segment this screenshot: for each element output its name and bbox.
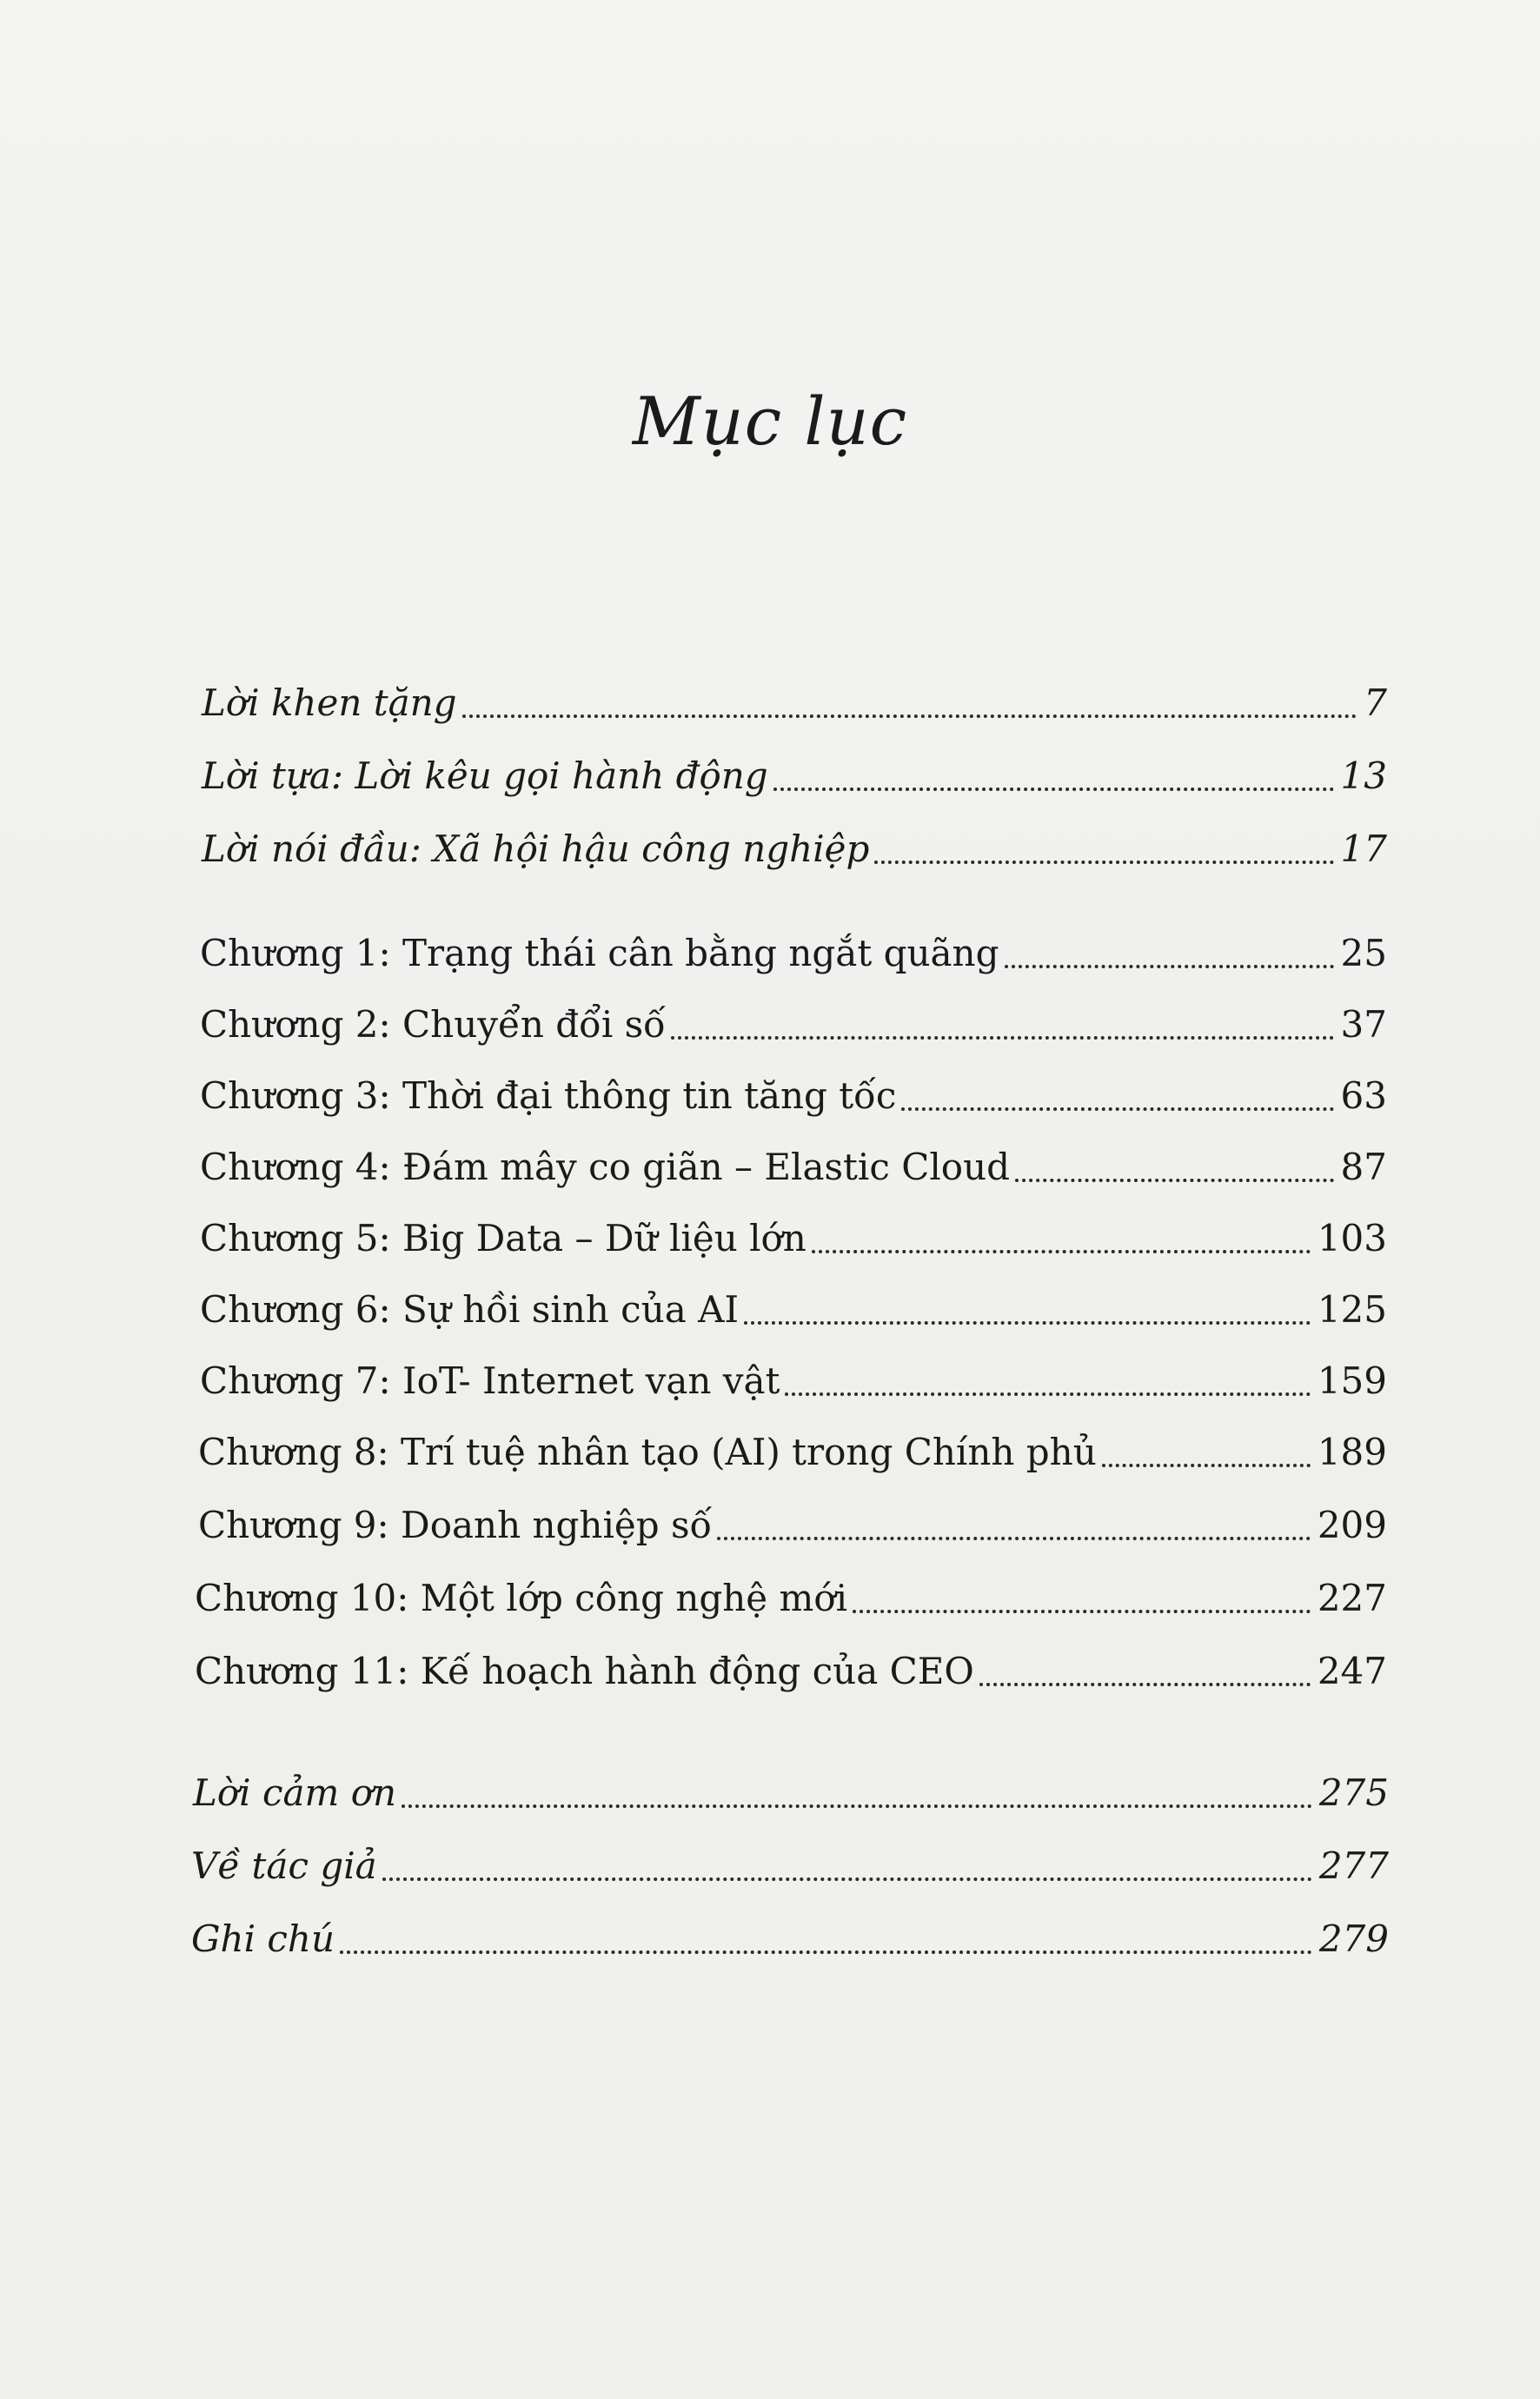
toc-entry-label: Chương 11: Kế hoạch hành động của CEO <box>195 1650 974 1692</box>
toc-chapter-entry <box>200 1276 1387 1331</box>
dot-leader <box>717 1537 1311 1540</box>
toc-entry-page: 227 <box>1317 1577 1387 1619</box>
dot-leader <box>812 1250 1311 1253</box>
toc-entry-page: 87 <box>1340 1146 1387 1188</box>
dot-leader <box>1015 1179 1334 1182</box>
dot-leader <box>1005 965 1334 968</box>
page-title: Mục lục <box>632 382 908 460</box>
toc-entry-page: 25 <box>1340 932 1387 974</box>
toc-entry-page: 103 <box>1317 1217 1387 1259</box>
toc-entry-label: Chương 8: Trí tuệ nhân tạo (AI) trong Chính phủ <box>198 1431 1097 1473</box>
toc-entry-label: Lời cảm ơn <box>193 1771 397 1814</box>
toc-chapter-entry <box>198 1419 1387 1471</box>
toc-entry-label: Chương 7: IoT- Internet vạn vật <box>200 1359 780 1402</box>
toc-entry-page: 63 <box>1340 1074 1387 1117</box>
toc-chapter-entry <box>200 1133 1387 1186</box>
toc-entry-label: Chương 1: Trạng thái cân bằng ngắt quãng <box>200 932 999 974</box>
toc-entry-page: 189 <box>1317 1431 1387 1473</box>
toc-entry-page: 37 <box>1340 1003 1387 1046</box>
dot-leader <box>874 861 1333 864</box>
toc-entry-label: Chương 6: Sự hồi sinh của AI <box>200 1288 740 1331</box>
toc-entry-label: Chương 4: Đám mây co giãn – Elastic Cloud <box>200 1146 1011 1188</box>
toc-chapter-entry <box>200 991 1387 1046</box>
toc-entry <box>202 815 1387 870</box>
toc-entry-label: Chương 2: Chuyển đổi số <box>200 1003 666 1046</box>
toc-chapter-entry <box>200 1205 1387 1257</box>
dot-leader <box>901 1107 1333 1111</box>
toc-entry-page: 279 <box>1318 1917 1389 1960</box>
toc-entry-page: 247 <box>1317 1650 1387 1692</box>
toc-entry <box>202 742 1387 797</box>
toc-entry-label: Ghi chú <box>191 1917 335 1960</box>
dot-leader <box>1102 1464 1311 1467</box>
dot-leader <box>340 1950 1312 1954</box>
dot-leader <box>744 1321 1311 1325</box>
toc-entry-label: Chương 9: Doanh nghiệp số <box>198 1504 713 1546</box>
dot-leader <box>462 714 1357 718</box>
toc-chapter-entry <box>198 1492 1387 1544</box>
toc-entry-page: 7 <box>1364 681 1387 724</box>
toc-chapter-entry <box>195 1638 1387 1690</box>
toc-entry-label: Về tác giả <box>191 1844 377 1887</box>
dot-leader <box>382 1877 1312 1881</box>
dot-leader <box>773 787 1334 791</box>
toc-entry-page: 277 <box>1318 1844 1389 1887</box>
toc-entry-page: 209 <box>1317 1504 1387 1546</box>
toc-entry <box>191 1905 1389 1960</box>
toc-entry-page: 159 <box>1317 1359 1387 1402</box>
dot-leader <box>979 1683 1311 1686</box>
toc-chapter-entry <box>200 1062 1387 1117</box>
toc-entry-page: 275 <box>1318 1771 1389 1814</box>
toc-chapter-entry <box>200 920 1387 972</box>
toc-entry-label: Chương 10: Một lớp công nghệ mới <box>195 1577 848 1619</box>
dot-leader <box>402 1804 1312 1808</box>
dot-leader <box>785 1392 1310 1396</box>
toc-entry <box>193 1759 1389 1814</box>
toc-entry-page: 17 <box>1340 827 1387 870</box>
toc-entry-label: Lời tựa: Lời kêu gọi hành động <box>202 754 768 797</box>
dot-leader <box>853 1610 1311 1613</box>
toc-entry-label: Lời khen tặng <box>202 681 457 724</box>
toc-entry-label: Lời nói đầu: Xã hội hậu công nghiệp <box>202 827 870 870</box>
toc-entry <box>191 1832 1389 1887</box>
dot-leader <box>671 1036 1334 1040</box>
toc-entry-label: Chương 3: Thời đại thông tin tăng tốc <box>200 1074 897 1117</box>
toc-entry-page: 125 <box>1317 1288 1387 1331</box>
toc-entry-page: 13 <box>1340 754 1387 797</box>
toc-entry <box>202 669 1387 724</box>
toc-entry-label: Chương 5: Big Data – Dữ liệu lớn <box>200 1217 807 1259</box>
toc-chapter-entry <box>200 1347 1387 1402</box>
toc-chapter-entry <box>195 1565 1387 1617</box>
